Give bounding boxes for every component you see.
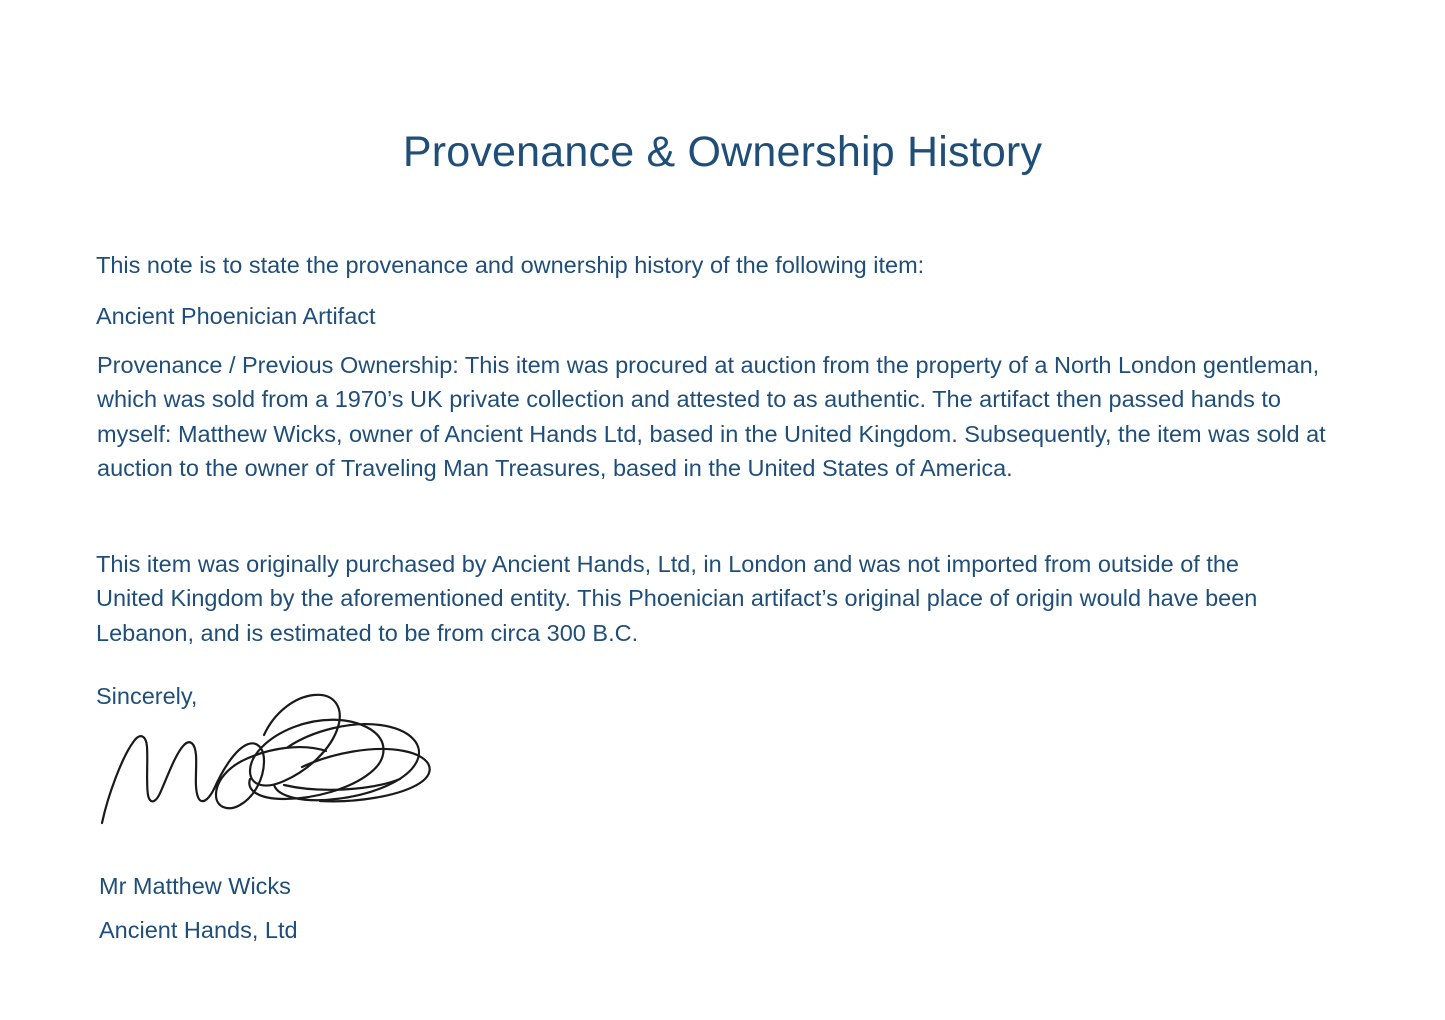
closing-salutation: Sincerely, (96, 682, 198, 709)
signer-company: Ancient Hands, Ltd (99, 916, 298, 943)
provenance-paragraph: Provenance / Previous Ownership: This item was procured at auction from the property of a North London gentleman, which was sold from a 1970’s UK private collection and attested to as authentic. The artifact then passed hands to myself: Matthew Wicks, owner of Ancient Hands Ltd, based in the United Kingdom. Subsequently, the item was sold at auction to the owner of Traveling Man Treasures, based in the United States of America. (97, 351, 1326, 482)
signature-image (88, 675, 458, 845)
page-title: Provenance & Ownership History (402, 127, 1043, 176)
item-name: Ancient Phoenician Artifact (96, 302, 376, 329)
intro-paragraph: This note is to state the provenance and ownership history of the following item: (96, 251, 925, 278)
import-paragraph: This item was originally purchased by Ancient Hands, Ltd, in London and was not imported from outside of the United Kingdom by the aforementioned entity. This Phoenician artifact’s original place of origin would have been Lebanon, and is estimated to be from circa 300 B.C. (96, 550, 1258, 646)
signer-name: Mr Matthew Wicks (99, 872, 291, 899)
